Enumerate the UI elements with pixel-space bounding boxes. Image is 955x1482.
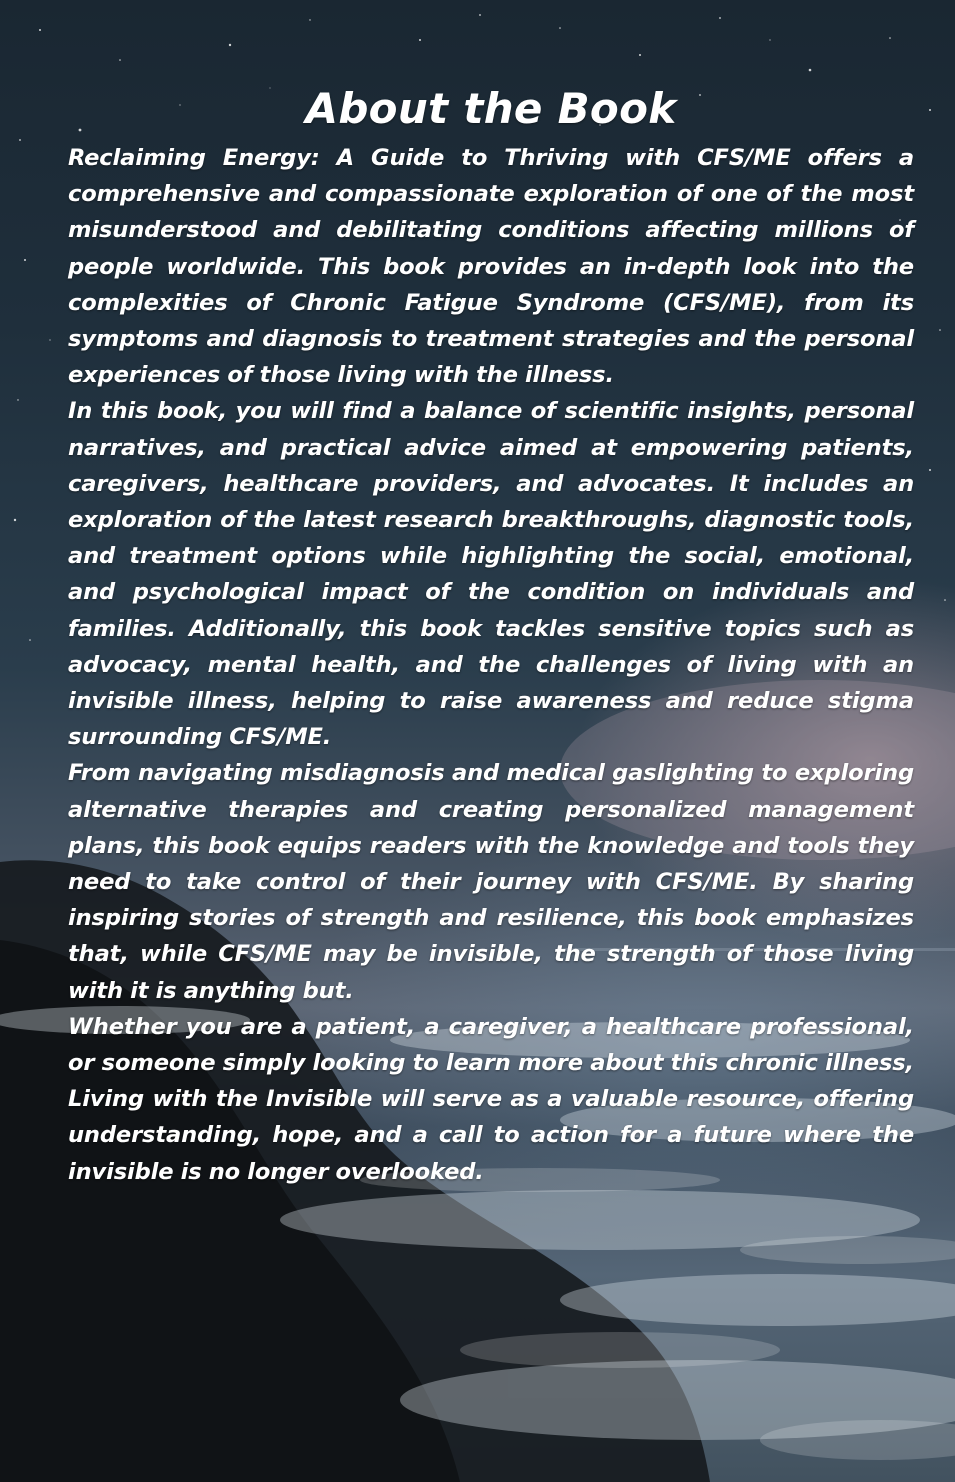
paragraph-intro: Reclaiming Energy: A Guide to Thriving with CFS/ME offers a comprehensive and compassionate exploration of one of the most misunderstood and debilitating conditions affecting millions of people worldwide. This book provides an in-depth look into the complexities of Chronic Fatigue Syndrome (CFS/ME), from its symptoms and diagnosis to treatment strategies and the personal experiences of those living with the illness.: [68, 145, 914, 389]
paragraph-contents: In this book, you will find a balance of scientific insights, personal narratives, and practical advice aimed at empowering patients, caregivers, healthcare providers, and advocates. It includes an exploration of the latest research breakthroughs, diagnostic tools, and treatment options while highlighting the social, emotional, and psychological impact of the condition on individuals and families. Additionally, this book tackles sensitive topics such as advocacy, mental health, and the challenges of living with an invisible illness, helping to raise awareness and reduce stigma surrounding CFS/ME.: [68, 398, 914, 751]
paragraph-audience: Whether you are a patient, a caregiver, a healthcare professional, or someone simply looking to learn more about this chronic illness, Living with the Invisible will serve as a valuable resource, offering understanding, hope, and a call to action for a future where the invisible is no longer overlooked.: [68, 1013, 914, 1185]
section-title: About the Book: [305, 84, 677, 133]
about-section: [68, 78, 914, 1190]
paragraph-management: From navigating misdiagnosis and medical gaslighting to exploring alternative therapies and creating personalized management plans, this book equips readers with the knowledge and tools they need to take control of their journey with CFS/ME. By sharing inspiring stories of strength and resilience, this book emphasizes that, while CFS/ME may be invisible, the strength of those living with it is anything but.: [68, 760, 914, 1004]
